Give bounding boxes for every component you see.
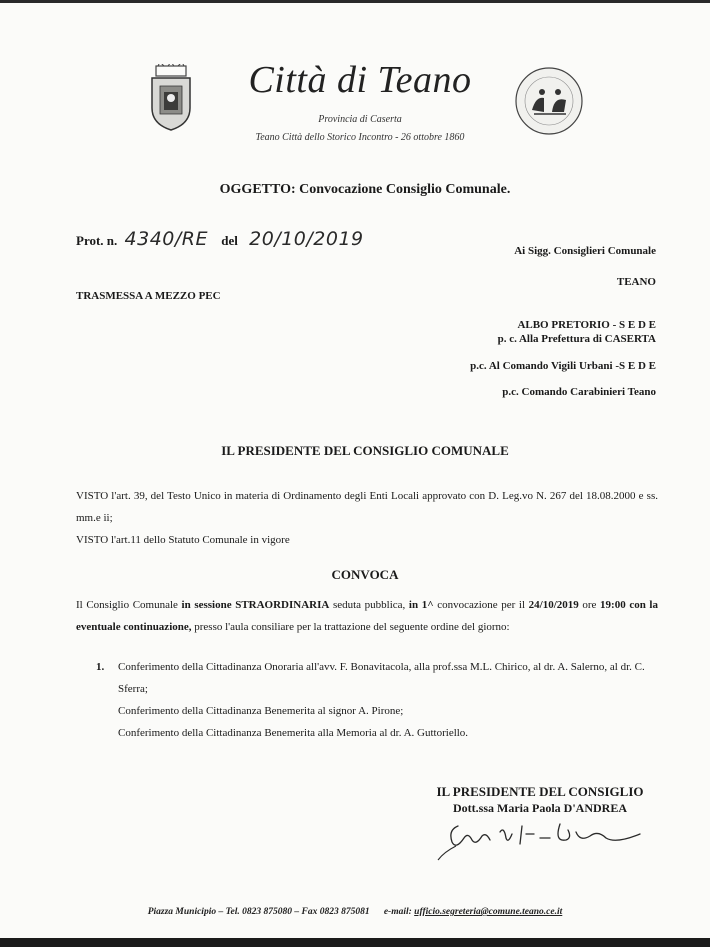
province-line: Provincia di Caserta xyxy=(318,114,402,125)
signature-title: IL PRESIDENTE DEL CONSIGLIO xyxy=(436,784,644,799)
convocation-text-5: presso l'aula consiliare per la trattazione del seguente ordine del giorno: xyxy=(191,621,510,633)
signature-name: Dott.ssa Maria Paola D'ANDREA xyxy=(453,801,627,815)
convocation-session: in sessione STRAORDINARIA xyxy=(181,599,330,611)
recipient-city: TEANO xyxy=(616,276,656,288)
recipient-carabinieri: p.c. Comando Carabinieri Teano xyxy=(502,386,656,398)
convocation-time: 19:00 con la eventuale continuazione, xyxy=(76,599,658,633)
handwritten-signature xyxy=(430,812,670,864)
recipient-vigili: p.c. Al Comando Vigili Urbani -S E D E xyxy=(470,360,656,372)
city-motto: Teano Città dello Storico Incontro - 26 ottobre 1860 xyxy=(255,132,465,143)
recipient-councillors: Ai Sigg. Consiglieri Comunale xyxy=(514,245,656,257)
page-footer xyxy=(0,907,710,917)
convoca-heading: CONVOCA xyxy=(331,567,399,582)
document-subject: OGGETTO: Convocazione Consiglio Comunale. xyxy=(219,182,511,197)
agenda-list xyxy=(96,656,666,744)
agenda-item: Conferimento della Cittadinanza Benemerita alla Memoria al dr. A. Guttoriello. xyxy=(118,727,469,739)
historic-meeting-seal-icon xyxy=(514,66,584,136)
agenda-number: 1. xyxy=(96,661,105,673)
visto-paragraph-1: VISTO l'art. 39, del Testo Unico in materia di Ordinamento degli Enti Locali approvato con D. Leg.vo N. 267 del 18.08.2000 e ss. mm.e ii; xyxy=(76,490,658,524)
convocation-text-4: ore xyxy=(578,599,601,611)
agenda-item: Conferimento della Cittadinanza Onoraria all'avv. F. Bonavitacola, alla prof.ssa M.L. Chirico, al dr. A. Salerno, al dr. C. Sferra; xyxy=(118,661,645,695)
footer-email-label: e-mail: xyxy=(383,907,412,917)
visto-paragraph-2: VISTO l'art.11 dello Statuto Comunale in vigore xyxy=(76,534,290,546)
convocation-date: 24/10/2019 xyxy=(528,599,579,611)
convocation-round: in 1^ xyxy=(408,599,434,611)
protocol-label: Prot. n. xyxy=(76,233,118,248)
recipient-albo: ALBO PRETORIO - S E D E xyxy=(517,319,656,331)
city-coat-of-arms-icon xyxy=(148,64,194,132)
protocol-number: 4340/RE xyxy=(124,228,209,250)
protocol-line xyxy=(76,228,364,250)
protocol-date: 20/10/2019 xyxy=(249,228,364,250)
convocation-text-2: seduta pubblica, xyxy=(329,599,409,611)
scan-top-edge xyxy=(0,0,710,3)
protocol-del-label: del xyxy=(221,233,238,248)
recipient-prefettura: p. c. Alla Prefettura di CASERTA xyxy=(497,333,656,345)
convocation-text-3: convocazione per il xyxy=(433,599,529,611)
footer-address: Piazza Municipio – Tel. 0823 875080 – Fax 0823 875081 xyxy=(147,907,370,917)
agenda-item: Conferimento della Cittadinanza Benemerita al signor A. Pirone; xyxy=(118,705,404,717)
footer-email-link[interactable]: ufficio.segreteria@comune.teano.ce.it xyxy=(414,907,563,917)
convocation-text-1: Il Consiglio Comunale xyxy=(76,599,182,611)
transmission-note: TRASMESSA A MEZZO PEC xyxy=(76,290,221,302)
city-title: Città di Teano xyxy=(248,59,472,101)
convocation-paragraph xyxy=(76,594,658,638)
president-heading: IL PRESIDENTE DEL CONSIGLIO COMUNALE xyxy=(221,443,509,458)
scan-bottom-edge xyxy=(0,938,710,947)
